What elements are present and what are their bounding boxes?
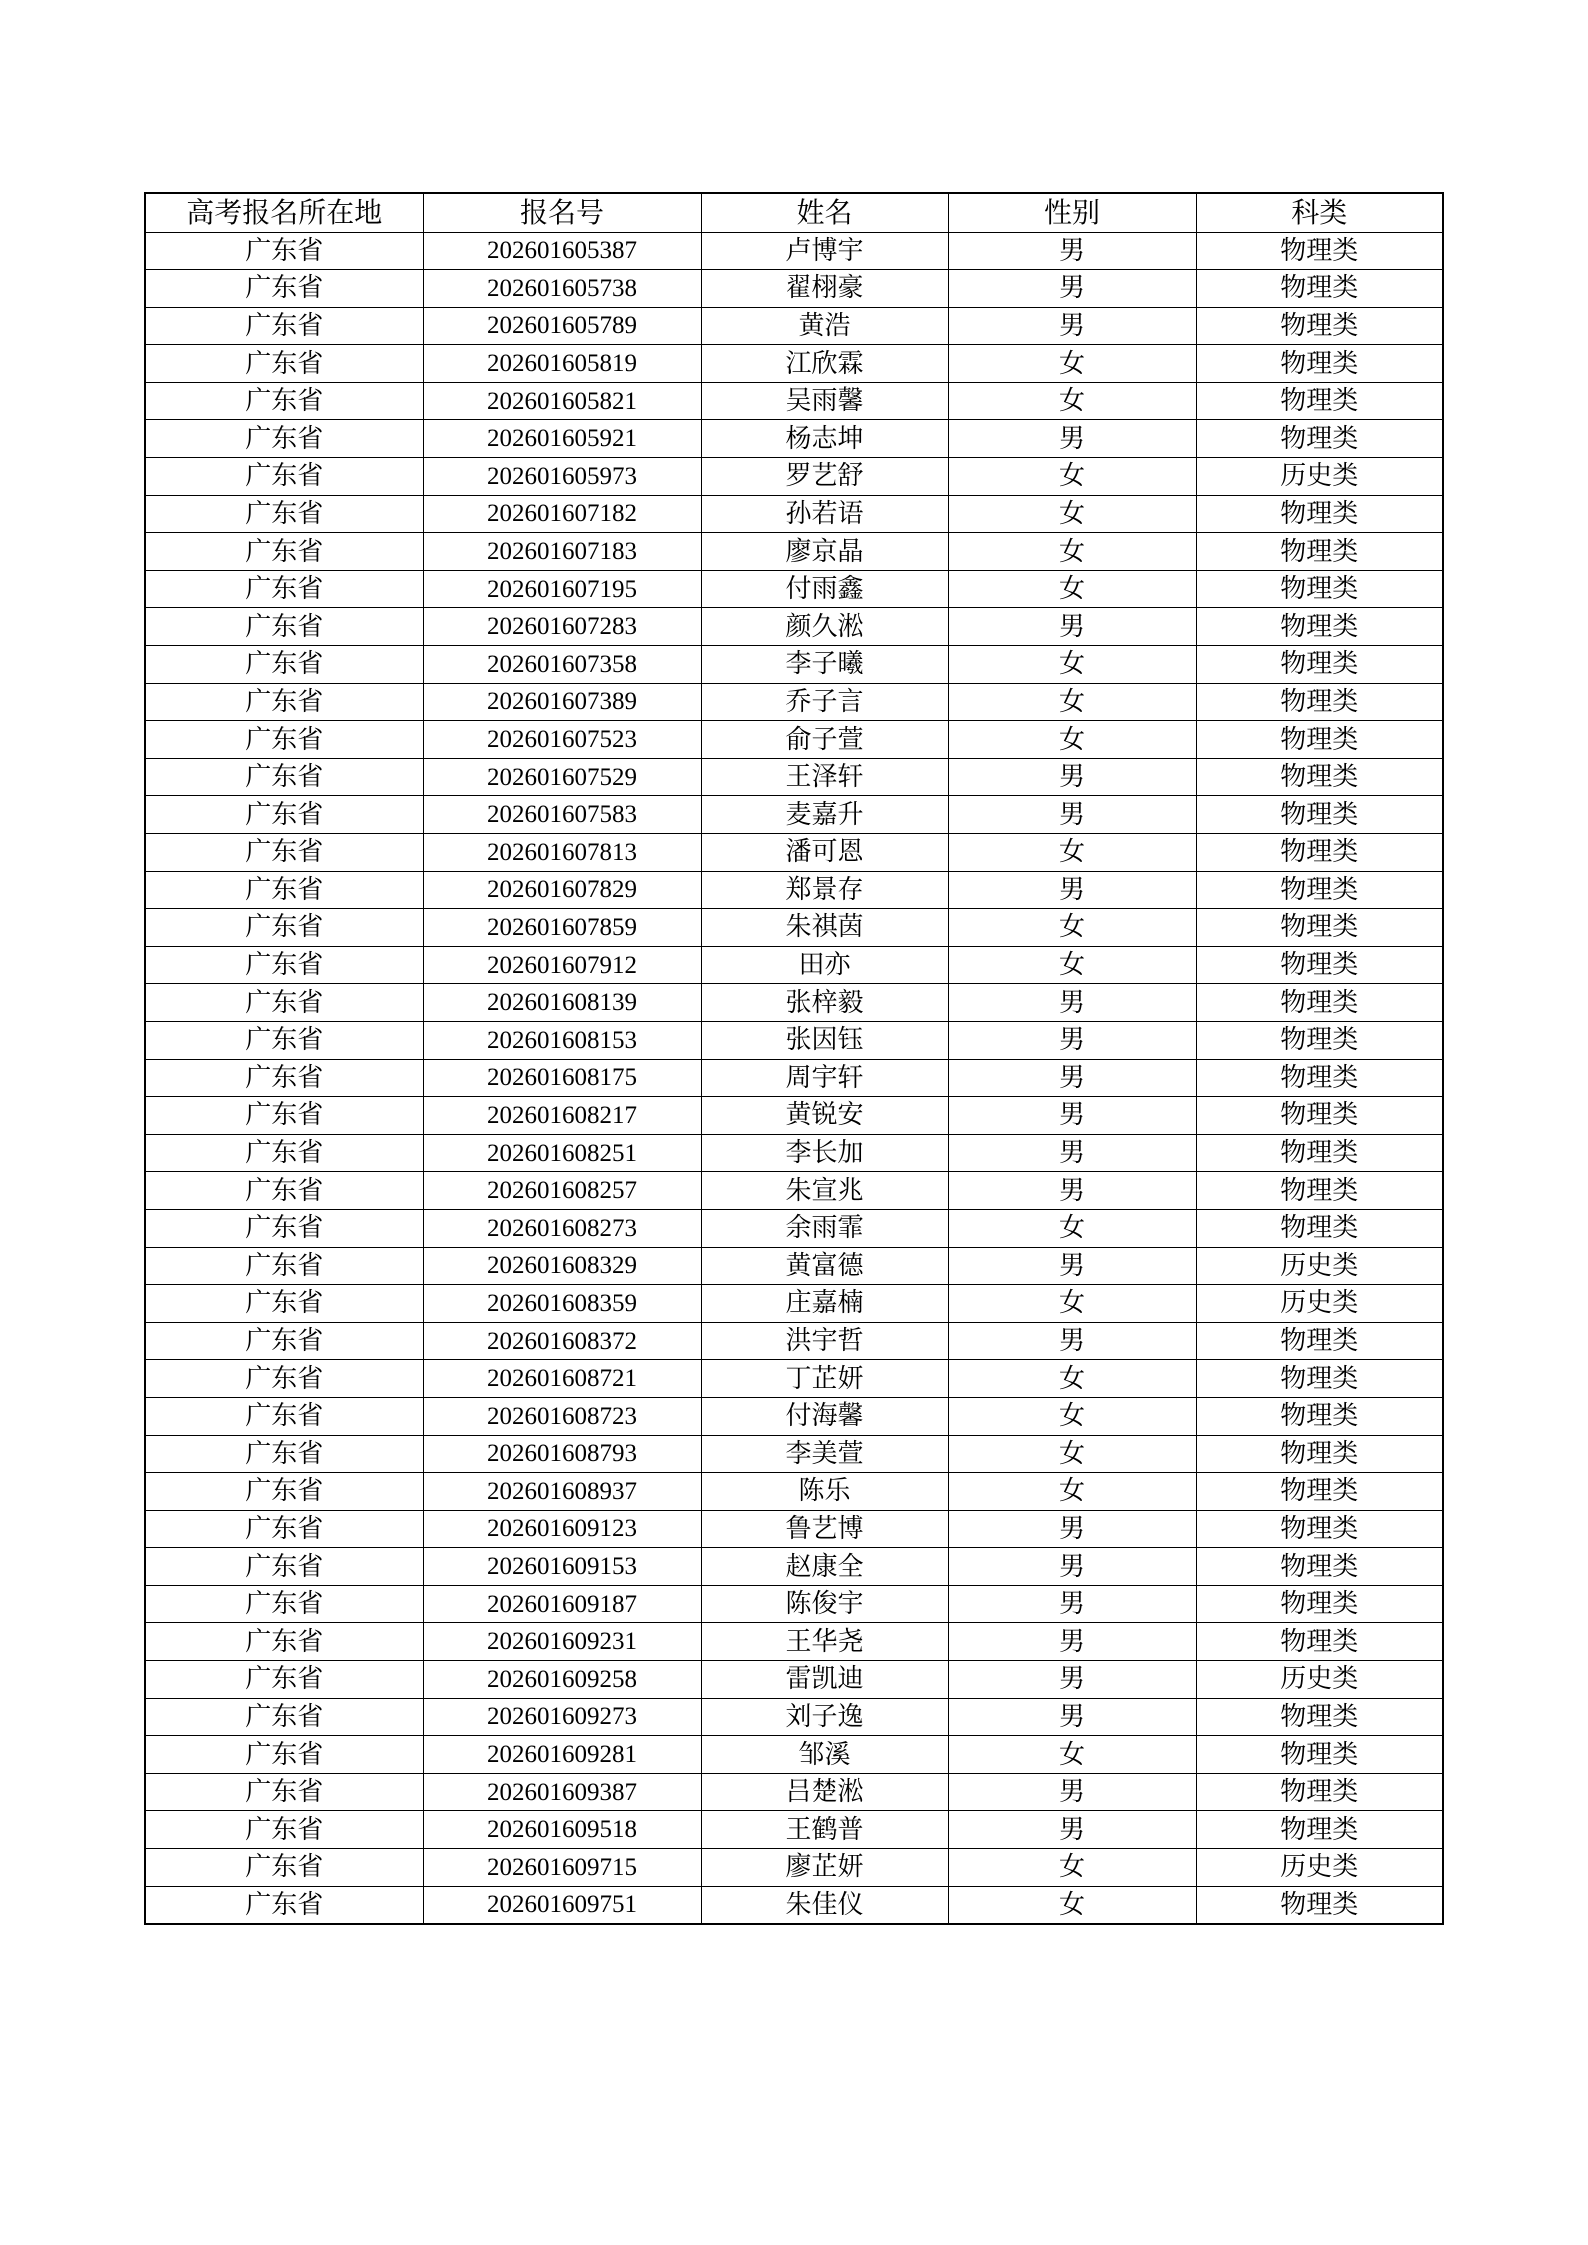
table-row bbox=[145, 1435, 1443, 1473]
cell-exam-region: 广东省 bbox=[145, 1698, 423, 1736]
table-row bbox=[145, 1623, 1443, 1661]
cell-subject-category: 物理类 bbox=[1196, 871, 1443, 909]
cell-name: 赵康全 bbox=[701, 1548, 948, 1586]
cell-exam-region: 广东省 bbox=[145, 1548, 423, 1586]
cell-gender: 男 bbox=[948, 1510, 1196, 1548]
cell-gender: 男 bbox=[948, 1773, 1196, 1811]
table-row bbox=[145, 382, 1443, 420]
cell-subject-category: 物理类 bbox=[1196, 1360, 1443, 1398]
cell-registration-number: 202601607283 bbox=[423, 608, 701, 646]
cell-registration-number: 202601607859 bbox=[423, 909, 701, 947]
cell-subject-category: 物理类 bbox=[1196, 345, 1443, 383]
cell-subject-category: 物理类 bbox=[1196, 307, 1443, 345]
cell-registration-number: 202601609231 bbox=[423, 1623, 701, 1661]
cell-registration-number: 202601608372 bbox=[423, 1322, 701, 1360]
cell-exam-region: 广东省 bbox=[145, 1510, 423, 1548]
cell-gender: 女 bbox=[948, 1886, 1196, 1924]
cell-registration-number: 202601605738 bbox=[423, 270, 701, 308]
cell-subject-category: 物理类 bbox=[1196, 570, 1443, 608]
cell-exam-region: 广东省 bbox=[145, 570, 423, 608]
cell-registration-number: 202601608793 bbox=[423, 1435, 701, 1473]
cell-registration-number: 202601605821 bbox=[423, 382, 701, 420]
header-name: 姓名 bbox=[701, 193, 948, 232]
cell-name: 麦嘉升 bbox=[701, 796, 948, 834]
cell-subject-category: 物理类 bbox=[1196, 1736, 1443, 1774]
cell-gender: 男 bbox=[948, 608, 1196, 646]
cell-name: 洪宇哲 bbox=[701, 1322, 948, 1360]
cell-exam-region: 广东省 bbox=[145, 1097, 423, 1135]
table-row bbox=[145, 1360, 1443, 1398]
cell-exam-region: 广东省 bbox=[145, 1247, 423, 1285]
cell-registration-number: 202601609387 bbox=[423, 1773, 701, 1811]
cell-registration-number: 202601608257 bbox=[423, 1172, 701, 1210]
cell-registration-number: 202601605819 bbox=[423, 345, 701, 383]
table-row bbox=[145, 646, 1443, 684]
cell-exam-region: 广东省 bbox=[145, 946, 423, 984]
cell-gender: 男 bbox=[948, 1097, 1196, 1135]
table-row bbox=[145, 1473, 1443, 1511]
table-row bbox=[145, 1285, 1443, 1323]
cell-registration-number: 202601609123 bbox=[423, 1510, 701, 1548]
cell-exam-region: 广东省 bbox=[145, 909, 423, 947]
cell-gender: 男 bbox=[948, 232, 1196, 270]
cell-name: 吴雨馨 bbox=[701, 382, 948, 420]
cell-exam-region: 广东省 bbox=[145, 984, 423, 1022]
cell-gender: 男 bbox=[948, 1059, 1196, 1097]
table-row bbox=[145, 608, 1443, 646]
cell-subject-category: 物理类 bbox=[1196, 1585, 1443, 1623]
cell-registration-number: 202601608721 bbox=[423, 1360, 701, 1398]
cell-exam-region: 广东省 bbox=[145, 871, 423, 909]
cell-exam-region: 广东省 bbox=[145, 458, 423, 496]
table-row bbox=[145, 1886, 1443, 1924]
cell-subject-category: 物理类 bbox=[1196, 646, 1443, 684]
cell-name: 杨志坤 bbox=[701, 420, 948, 458]
cell-gender: 男 bbox=[948, 1548, 1196, 1586]
cell-subject-category: 历史类 bbox=[1196, 458, 1443, 496]
cell-registration-number: 202601609715 bbox=[423, 1849, 701, 1887]
table-row bbox=[145, 1736, 1443, 1774]
cell-exam-region: 广东省 bbox=[145, 1435, 423, 1473]
table-row bbox=[145, 1510, 1443, 1548]
cell-registration-number: 202601607829 bbox=[423, 871, 701, 909]
table-row bbox=[145, 871, 1443, 909]
cell-registration-number: 202601608139 bbox=[423, 984, 701, 1022]
cell-registration-number: 202601605387 bbox=[423, 232, 701, 270]
cell-exam-region: 广东省 bbox=[145, 420, 423, 458]
cell-exam-region: 广东省 bbox=[145, 345, 423, 383]
cell-subject-category: 物理类 bbox=[1196, 420, 1443, 458]
cell-registration-number: 202601607912 bbox=[423, 946, 701, 984]
cell-exam-region: 广东省 bbox=[145, 533, 423, 571]
cell-subject-category: 物理类 bbox=[1196, 1473, 1443, 1511]
cell-subject-category: 历史类 bbox=[1196, 1661, 1443, 1699]
cell-name: 廖京晶 bbox=[701, 533, 948, 571]
cell-subject-category: 物理类 bbox=[1196, 946, 1443, 984]
cell-subject-category: 物理类 bbox=[1196, 1811, 1443, 1849]
cell-registration-number: 202601605921 bbox=[423, 420, 701, 458]
cell-gender: 女 bbox=[948, 946, 1196, 984]
cell-registration-number: 202601608359 bbox=[423, 1285, 701, 1323]
cell-gender: 男 bbox=[948, 796, 1196, 834]
cell-name: 余雨霏 bbox=[701, 1209, 948, 1247]
table-row bbox=[145, 796, 1443, 834]
cell-subject-category: 物理类 bbox=[1196, 1322, 1443, 1360]
cell-exam-region: 广东省 bbox=[145, 1209, 423, 1247]
cell-gender: 女 bbox=[948, 1435, 1196, 1473]
header-registration-number: 报名号 bbox=[423, 193, 701, 232]
table-row bbox=[145, 232, 1443, 270]
cell-gender: 女 bbox=[948, 1473, 1196, 1511]
cell-exam-region: 广东省 bbox=[145, 1021, 423, 1059]
table-row bbox=[145, 307, 1443, 345]
cell-exam-region: 广东省 bbox=[145, 1661, 423, 1699]
cell-name: 周宇轩 bbox=[701, 1059, 948, 1097]
cell-exam-region: 广东省 bbox=[145, 1134, 423, 1172]
cell-gender: 女 bbox=[948, 1849, 1196, 1887]
cell-subject-category: 历史类 bbox=[1196, 1849, 1443, 1887]
table-row bbox=[145, 270, 1443, 308]
cell-gender: 女 bbox=[948, 533, 1196, 571]
cell-subject-category: 物理类 bbox=[1196, 1548, 1443, 1586]
cell-registration-number: 202601607195 bbox=[423, 570, 701, 608]
cell-name: 乔子言 bbox=[701, 683, 948, 721]
cell-gender: 男 bbox=[948, 1661, 1196, 1699]
cell-registration-number: 202601608937 bbox=[423, 1473, 701, 1511]
cell-name: 张因钰 bbox=[701, 1021, 948, 1059]
cell-exam-region: 广东省 bbox=[145, 721, 423, 759]
table-row bbox=[145, 1134, 1443, 1172]
cell-subject-category: 物理类 bbox=[1196, 1134, 1443, 1172]
cell-name: 郑景存 bbox=[701, 871, 948, 909]
table-row bbox=[145, 1097, 1443, 1135]
cell-registration-number: 202601608153 bbox=[423, 1021, 701, 1059]
table-row bbox=[145, 345, 1443, 383]
table-row bbox=[145, 1172, 1443, 1210]
table-row bbox=[145, 1209, 1443, 1247]
cell-subject-category: 物理类 bbox=[1196, 1097, 1443, 1135]
cell-exam-region: 广东省 bbox=[145, 1811, 423, 1849]
table-row bbox=[145, 495, 1443, 533]
cell-subject-category: 物理类 bbox=[1196, 758, 1443, 796]
cell-name: 潘可恩 bbox=[701, 834, 948, 872]
cell-name: 陈俊宇 bbox=[701, 1585, 948, 1623]
cell-subject-category: 物理类 bbox=[1196, 1209, 1443, 1247]
cell-exam-region: 广东省 bbox=[145, 495, 423, 533]
cell-subject-category: 物理类 bbox=[1196, 683, 1443, 721]
table-row bbox=[145, 570, 1443, 608]
table-row bbox=[145, 1585, 1443, 1623]
cell-gender: 男 bbox=[948, 1698, 1196, 1736]
cell-gender: 男 bbox=[948, 420, 1196, 458]
cell-gender: 男 bbox=[948, 1811, 1196, 1849]
cell-registration-number: 202601607183 bbox=[423, 533, 701, 571]
cell-gender: 女 bbox=[948, 1397, 1196, 1435]
cell-subject-category: 物理类 bbox=[1196, 1510, 1443, 1548]
cell-gender: 女 bbox=[948, 1736, 1196, 1774]
cell-name: 江欣霖 bbox=[701, 345, 948, 383]
cell-subject-category: 物理类 bbox=[1196, 1021, 1443, 1059]
cell-registration-number: 202601609518 bbox=[423, 1811, 701, 1849]
cell-subject-category: 物理类 bbox=[1196, 533, 1443, 571]
cell-exam-region: 广东省 bbox=[145, 834, 423, 872]
cell-registration-number: 202601608217 bbox=[423, 1097, 701, 1135]
table-row bbox=[145, 1322, 1443, 1360]
cell-gender: 男 bbox=[948, 1623, 1196, 1661]
cell-gender: 女 bbox=[948, 721, 1196, 759]
cell-gender: 男 bbox=[948, 1134, 1196, 1172]
cell-gender: 男 bbox=[948, 1172, 1196, 1210]
cell-registration-number: 202601607358 bbox=[423, 646, 701, 684]
cell-registration-number: 202601609153 bbox=[423, 1548, 701, 1586]
cell-gender: 女 bbox=[948, 646, 1196, 684]
cell-exam-region: 广东省 bbox=[145, 232, 423, 270]
cell-gender: 女 bbox=[948, 834, 1196, 872]
table-body bbox=[145, 232, 1443, 1924]
cell-subject-category: 物理类 bbox=[1196, 1698, 1443, 1736]
cell-name: 廖芷妍 bbox=[701, 1849, 948, 1887]
cell-subject-category: 物理类 bbox=[1196, 796, 1443, 834]
cell-exam-region: 广东省 bbox=[145, 1473, 423, 1511]
cell-exam-region: 广东省 bbox=[145, 1059, 423, 1097]
cell-exam-region: 广东省 bbox=[145, 1623, 423, 1661]
header-subject-category: 科类 bbox=[1196, 193, 1443, 232]
table-row bbox=[145, 1247, 1443, 1285]
cell-name: 翟栩豪 bbox=[701, 270, 948, 308]
cell-subject-category: 物理类 bbox=[1196, 495, 1443, 533]
table-row bbox=[145, 1661, 1443, 1699]
cell-name: 李长加 bbox=[701, 1134, 948, 1172]
cell-registration-number: 202601609751 bbox=[423, 1886, 701, 1924]
cell-registration-number: 202601607813 bbox=[423, 834, 701, 872]
cell-registration-number: 202601608723 bbox=[423, 1397, 701, 1435]
cell-exam-region: 广东省 bbox=[145, 646, 423, 684]
cell-registration-number: 202601609281 bbox=[423, 1736, 701, 1774]
cell-name: 颜久淞 bbox=[701, 608, 948, 646]
cell-exam-region: 广东省 bbox=[145, 1849, 423, 1887]
table-header bbox=[145, 193, 1443, 232]
cell-gender: 女 bbox=[948, 345, 1196, 383]
cell-gender: 男 bbox=[948, 307, 1196, 345]
cell-gender: 女 bbox=[948, 495, 1196, 533]
cell-name: 付海馨 bbox=[701, 1397, 948, 1435]
table-row bbox=[145, 909, 1443, 947]
cell-gender: 女 bbox=[948, 570, 1196, 608]
cell-name: 王鹤普 bbox=[701, 1811, 948, 1849]
cell-gender: 男 bbox=[948, 270, 1196, 308]
cell-exam-region: 广东省 bbox=[145, 1773, 423, 1811]
cell-gender: 女 bbox=[948, 1285, 1196, 1323]
cell-name: 孙若语 bbox=[701, 495, 948, 533]
cell-registration-number: 202601608175 bbox=[423, 1059, 701, 1097]
cell-exam-region: 广东省 bbox=[145, 307, 423, 345]
header-gender: 性别 bbox=[948, 193, 1196, 232]
cell-subject-category: 物理类 bbox=[1196, 984, 1443, 1022]
cell-gender: 男 bbox=[948, 984, 1196, 1022]
cell-name: 俞子萱 bbox=[701, 721, 948, 759]
cell-name: 李美萱 bbox=[701, 1435, 948, 1473]
cell-registration-number: 202601605973 bbox=[423, 458, 701, 496]
cell-exam-region: 广东省 bbox=[145, 796, 423, 834]
cell-gender: 女 bbox=[948, 1360, 1196, 1398]
table-row bbox=[145, 721, 1443, 759]
cell-gender: 女 bbox=[948, 458, 1196, 496]
cell-gender: 男 bbox=[948, 871, 1196, 909]
cell-registration-number: 202601609258 bbox=[423, 1661, 701, 1699]
cell-exam-region: 广东省 bbox=[145, 758, 423, 796]
cell-name: 李子曦 bbox=[701, 646, 948, 684]
cell-gender: 男 bbox=[948, 1021, 1196, 1059]
cell-exam-region: 广东省 bbox=[145, 1322, 423, 1360]
table-row bbox=[145, 458, 1443, 496]
table-row bbox=[145, 1021, 1443, 1059]
table-row bbox=[145, 1059, 1443, 1097]
cell-name: 王泽轩 bbox=[701, 758, 948, 796]
admission-roster-table bbox=[144, 192, 1444, 1925]
cell-name: 田亦 bbox=[701, 946, 948, 984]
table-row bbox=[145, 1811, 1443, 1849]
cell-registration-number: 202601608329 bbox=[423, 1247, 701, 1285]
cell-subject-category: 物理类 bbox=[1196, 1435, 1443, 1473]
cell-subject-category: 物理类 bbox=[1196, 1059, 1443, 1097]
cell-gender: 女 bbox=[948, 1209, 1196, 1247]
cell-registration-number: 202601607182 bbox=[423, 495, 701, 533]
cell-name: 雷凯迪 bbox=[701, 1661, 948, 1699]
cell-name: 黄浩 bbox=[701, 307, 948, 345]
cell-exam-region: 广东省 bbox=[145, 1285, 423, 1323]
cell-registration-number: 202601607583 bbox=[423, 796, 701, 834]
cell-registration-number: 202601605789 bbox=[423, 307, 701, 345]
cell-registration-number: 202601609273 bbox=[423, 1698, 701, 1736]
table-row bbox=[145, 1698, 1443, 1736]
table-row bbox=[145, 683, 1443, 721]
cell-subject-category: 物理类 bbox=[1196, 909, 1443, 947]
cell-subject-category: 物理类 bbox=[1196, 270, 1443, 308]
cell-exam-region: 广东省 bbox=[145, 1360, 423, 1398]
cell-exam-region: 广东省 bbox=[145, 1172, 423, 1210]
cell-name: 丁芷妍 bbox=[701, 1360, 948, 1398]
cell-subject-category: 物理类 bbox=[1196, 1886, 1443, 1924]
cell-exam-region: 广东省 bbox=[145, 1397, 423, 1435]
cell-name: 王华尧 bbox=[701, 1623, 948, 1661]
table-row bbox=[145, 758, 1443, 796]
cell-name: 黄锐安 bbox=[701, 1097, 948, 1135]
cell-gender: 女 bbox=[948, 909, 1196, 947]
cell-subject-category: 物理类 bbox=[1196, 834, 1443, 872]
cell-exam-region: 广东省 bbox=[145, 1886, 423, 1924]
table-row bbox=[145, 1773, 1443, 1811]
cell-subject-category: 物理类 bbox=[1196, 608, 1443, 646]
cell-name: 陈乐 bbox=[701, 1473, 948, 1511]
header-row bbox=[145, 193, 1443, 232]
cell-gender: 女 bbox=[948, 382, 1196, 420]
cell-exam-region: 广东省 bbox=[145, 382, 423, 420]
cell-subject-category: 物理类 bbox=[1196, 232, 1443, 270]
table-row bbox=[145, 420, 1443, 458]
table-row bbox=[145, 834, 1443, 872]
cell-registration-number: 202601607389 bbox=[423, 683, 701, 721]
table-row bbox=[145, 946, 1443, 984]
cell-name: 张梓毅 bbox=[701, 984, 948, 1022]
cell-name: 庄嘉楠 bbox=[701, 1285, 948, 1323]
cell-name: 鲁艺博 bbox=[701, 1510, 948, 1548]
cell-gender: 男 bbox=[948, 1585, 1196, 1623]
table-row bbox=[145, 984, 1443, 1022]
cell-subject-category: 物理类 bbox=[1196, 721, 1443, 759]
cell-gender: 女 bbox=[948, 683, 1196, 721]
cell-exam-region: 广东省 bbox=[145, 683, 423, 721]
cell-subject-category: 物理类 bbox=[1196, 382, 1443, 420]
cell-subject-category: 物理类 bbox=[1196, 1172, 1443, 1210]
cell-registration-number: 202601607529 bbox=[423, 758, 701, 796]
cell-name: 朱祺茵 bbox=[701, 909, 948, 947]
table-row bbox=[145, 1548, 1443, 1586]
cell-gender: 男 bbox=[948, 758, 1196, 796]
cell-subject-category: 物理类 bbox=[1196, 1773, 1443, 1811]
cell-name: 邹溪 bbox=[701, 1736, 948, 1774]
cell-registration-number: 202601608251 bbox=[423, 1134, 701, 1172]
cell-exam-region: 广东省 bbox=[145, 1736, 423, 1774]
cell-subject-category: 历史类 bbox=[1196, 1247, 1443, 1285]
cell-name: 朱佳仪 bbox=[701, 1886, 948, 1924]
table-row bbox=[145, 1397, 1443, 1435]
cell-subject-category: 历史类 bbox=[1196, 1285, 1443, 1323]
cell-name: 刘子逸 bbox=[701, 1698, 948, 1736]
cell-exam-region: 广东省 bbox=[145, 1585, 423, 1623]
cell-name: 朱宣兆 bbox=[701, 1172, 948, 1210]
cell-name: 罗艺舒 bbox=[701, 458, 948, 496]
header-exam-region: 高考报名所在地 bbox=[145, 193, 423, 232]
table-row bbox=[145, 533, 1443, 571]
cell-name: 卢博宇 bbox=[701, 232, 948, 270]
cell-gender: 男 bbox=[948, 1322, 1196, 1360]
table-row bbox=[145, 1849, 1443, 1887]
cell-exam-region: 广东省 bbox=[145, 270, 423, 308]
cell-name: 黄富德 bbox=[701, 1247, 948, 1285]
cell-exam-region: 广东省 bbox=[145, 608, 423, 646]
cell-subject-category: 物理类 bbox=[1196, 1397, 1443, 1435]
cell-name: 吕楚淞 bbox=[701, 1773, 948, 1811]
cell-name: 付雨鑫 bbox=[701, 570, 948, 608]
cell-gender: 男 bbox=[948, 1247, 1196, 1285]
cell-subject-category: 物理类 bbox=[1196, 1623, 1443, 1661]
cell-registration-number: 202601607523 bbox=[423, 721, 701, 759]
cell-registration-number: 202601608273 bbox=[423, 1209, 701, 1247]
cell-registration-number: 202601609187 bbox=[423, 1585, 701, 1623]
